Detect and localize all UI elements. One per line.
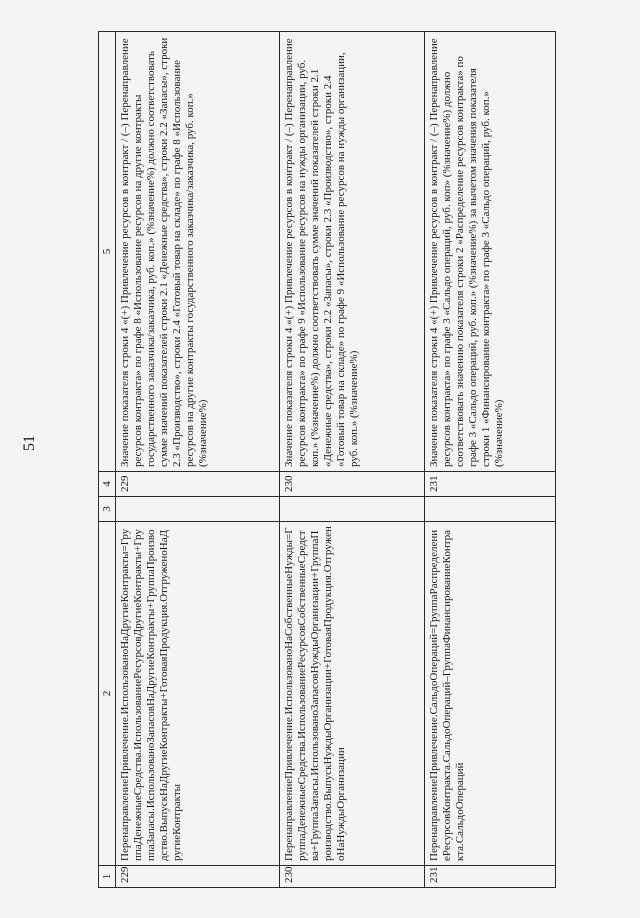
row-check-code: 231 [425, 472, 556, 497]
page-number: 51 [21, 435, 38, 451]
row-description: Значение показателя строки 4 «(+) Привлечение ресурсов в контракт / (–) Перенаправление ресурсов контракта» по графе 8 «Использование ресурсов на другие контракты государственного заказчика/заказчика, руб. коп.» (%значение%) должно соответствовать сумме значений показателей строки 2.1 «Денежные средства», строки 2.2 «Запасы», строки 2.3 «Производство», строки 2.4 «Готовый товар на складе» по графе 8 «Использование ресурсов на другие контракты государственного заказчика/заказчика, руб. коп.» (%значение%) [116, 32, 280, 472]
row-description: Значение показателя строки 4 «(+) Привлечение ресурсов в контракт / (–) Перенаправление ресурсов контракта» по графе 3 «Сальдо операций, руб. коп» (%значение%) должно соответствовать значению показателя строки 2 «Распределение ресурсов контракта» по графе 3 «Сальдо операций, руб. коп.» (%значение%) за вычетом значения показателя строки 1 «Финансирование контракта» по графе 3 «Сальдо операций, руб. коп.» (%значение%) [425, 32, 556, 472]
row-check-code: 229 [116, 472, 280, 497]
row-check-code: 230 [280, 472, 425, 497]
row-col3 [116, 497, 280, 522]
row-formula: ПеренаправлениеПривлечение.ИспользованоНаСобственныеНужды=ГруппаДенежныеСредства.ИспользованиеРесурсовСобственныеСредства+ГруппаЗапасы.ИспользованоЗапасовНуждыОрганизации+ГруппаПроизводство.ВыпускНуждыОрганизации+ГотоваяПродукция.ОтгруженоНаНуждыОрганизации [280, 522, 425, 866]
row-number: 230 [280, 866, 425, 888]
row-col3 [425, 497, 556, 522]
row-number: 229 [116, 866, 280, 888]
table-row [280, 32, 425, 888]
row-number: 231 [425, 866, 556, 888]
header-row [99, 32, 116, 888]
header-col-4: 4 [99, 472, 116, 497]
row-formula: ПеренаправлениеПривлечение.СальдоОпераций=ГруппаРаспределениеРесурсовКонтракта.СальдоОпераций–ГруппаФинансированиеКонтракта.СальдоОпераций [425, 522, 556, 866]
header-col-3: 3 [99, 497, 116, 522]
row-description: Значение показателя строки 4 «(+) Привлечение ресурсов в контракт / (–) Перенаправление ресурсов контракта» по графе 9 «Использование ресурсов на нужды организации, руб. коп.» (%значение%) должно соответствовать сумме значений показателей строки 2.1 «Денежные средства», строки 2.2 «Запасы», строки 2.3 «Производство», строки 2.4 «Готовый товар на складе» по графе 9 «Использование ресурсов на нужды организации, руб. коп.» (%значение%) [280, 32, 425, 472]
row-formula: ПеренаправлениеПривлечение.ИспользованоНаДругиеКонтракты=ГруппаДенежныеСредства.ИспользованиеРесурсовДругиеКонтракты+ГруппаЗапасы.ИспользованоЗапасовНаДругиеКонтракты+ГруппаПроизводство.ВыпускНаДругиеКонтракты+ГотоваяПродукция.ОтгруженоНаДругиеКонтракты [116, 522, 280, 866]
header-col-1: 1 [99, 866, 116, 888]
validation-rules-table [98, 31, 556, 888]
header-col-5: 5 [99, 32, 116, 472]
rotated-table-container [98, 32, 554, 888]
header-col-2: 2 [99, 522, 116, 866]
table-row [425, 32, 556, 888]
table-row [116, 32, 280, 888]
row-col3 [280, 497, 425, 522]
